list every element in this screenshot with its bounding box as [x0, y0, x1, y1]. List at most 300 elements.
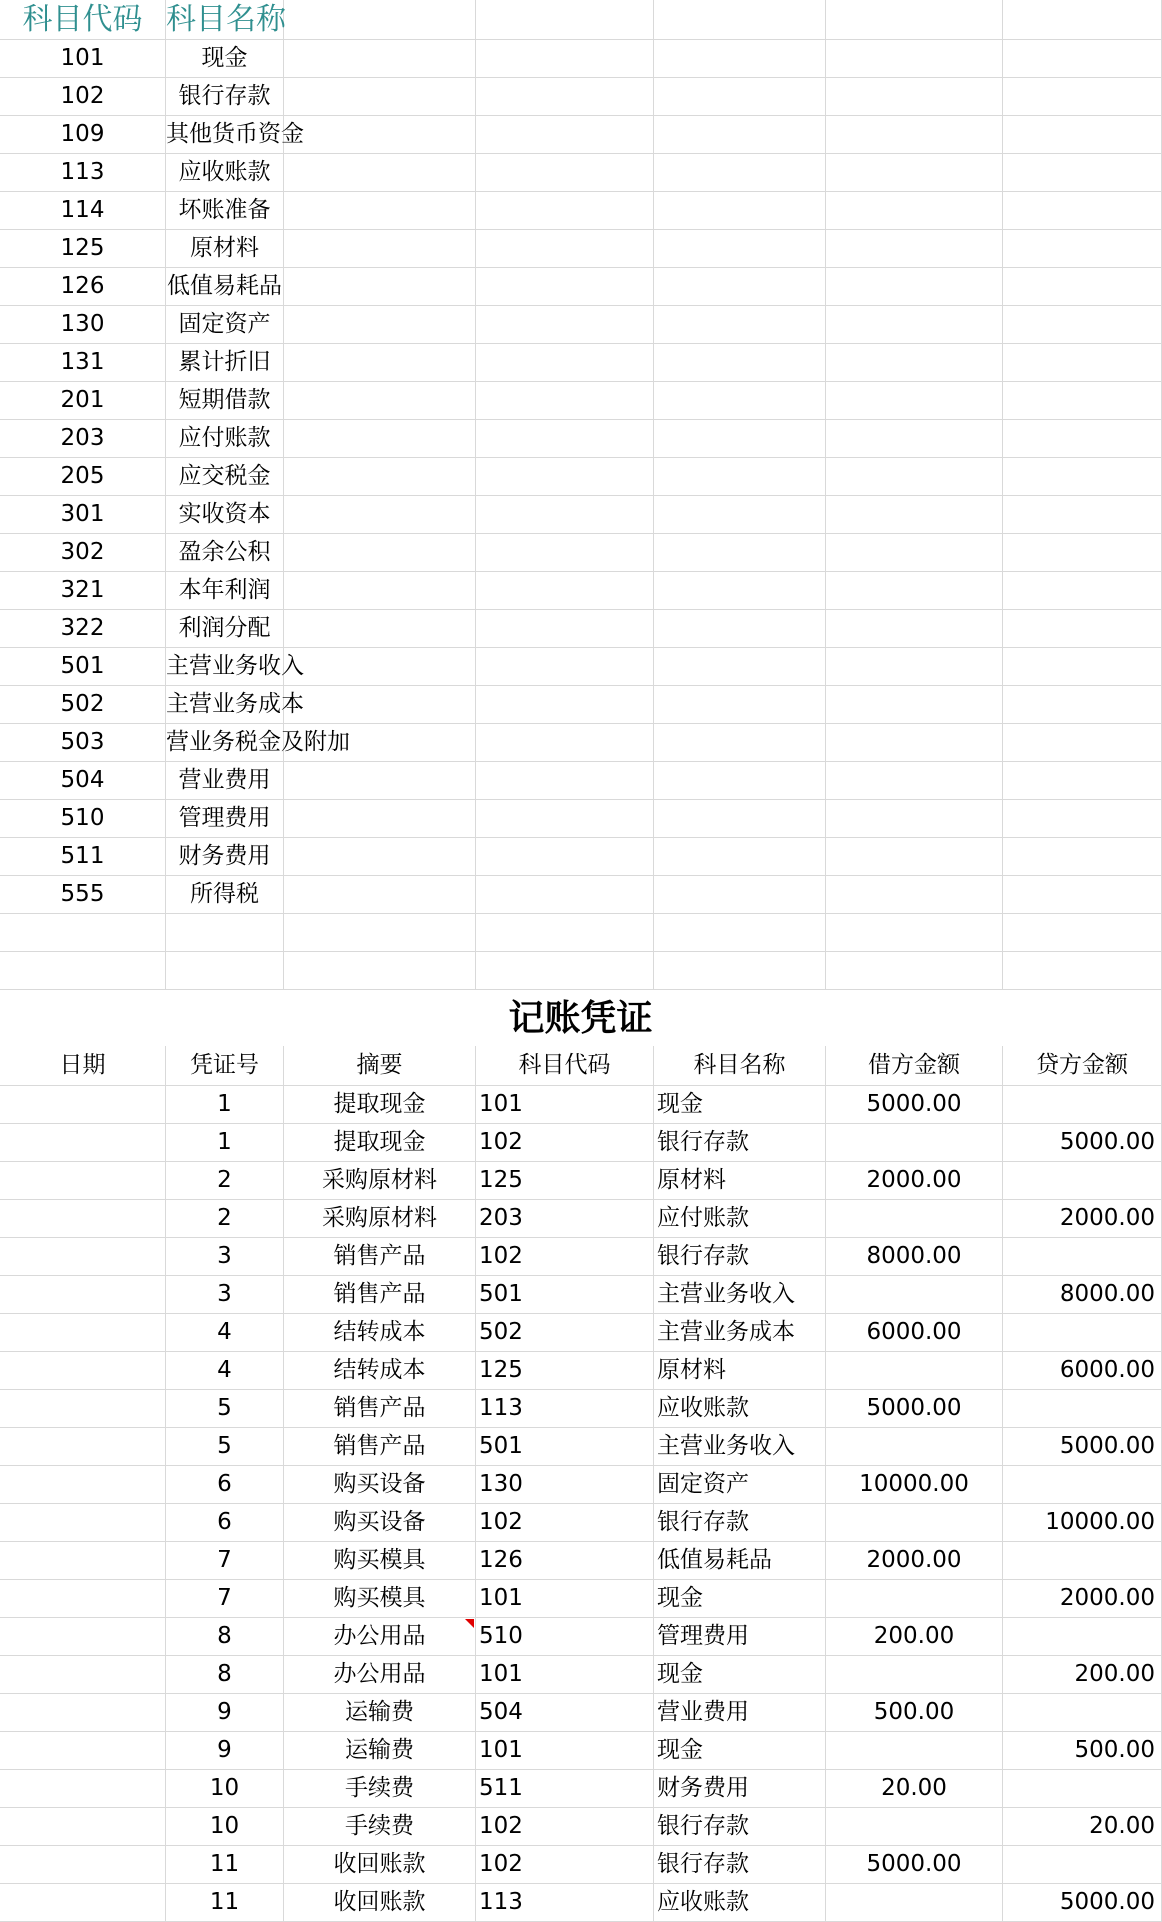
- account-name-cell[interactable]: [166, 724, 350, 762]
- account-code-cell[interactable]: [0, 192, 166, 230]
- voucher-debit-cell[interactable]: [826, 1732, 1003, 1770]
- voucher-code-cell[interactable]: [476, 1466, 654, 1504]
- empty-cell[interactable]: [284, 116, 476, 154]
- empty-cell[interactable]: [826, 382, 1003, 420]
- empty-cell[interactable]: [284, 420, 476, 458]
- voucher-date-cell[interactable]: [0, 1314, 166, 1352]
- account-code-cell[interactable]: [0, 572, 166, 610]
- account-name-cell[interactable]: [166, 838, 284, 876]
- account-code-cell[interactable]: [0, 686, 166, 724]
- empty-cell[interactable]: [284, 306, 476, 344]
- account-name-cell[interactable]: [166, 800, 284, 838]
- empty-cell[interactable]: [284, 78, 476, 116]
- voucher-name-cell[interactable]: [654, 1618, 826, 1656]
- voucher-credit-cell[interactable]: [1003, 1314, 1162, 1352]
- voucher-summary-cell[interactable]: [284, 1314, 476, 1352]
- empty-cell[interactable]: [284, 724, 476, 762]
- empty-cell[interactable]: [826, 116, 1003, 154]
- voucher-summary-cell[interactable]: [284, 1770, 476, 1808]
- voucher-summary-cell[interactable]: [284, 1732, 476, 1770]
- voucher-code-cell[interactable]: [476, 1504, 654, 1542]
- empty-cell[interactable]: [476, 952, 654, 990]
- voucher-no-cell[interactable]: [166, 1618, 284, 1656]
- voucher-debit-cell[interactable]: [826, 1770, 1003, 1808]
- empty-cell[interactable]: [284, 914, 476, 952]
- voucher-header-debit[interactable]: [826, 1046, 1003, 1086]
- account-code-cell[interactable]: [0, 876, 166, 914]
- account-code-cell[interactable]: [0, 382, 166, 420]
- voucher-summary-cell[interactable]: [284, 1694, 476, 1732]
- empty-cell[interactable]: [1003, 230, 1162, 268]
- voucher-code-cell[interactable]: [476, 1276, 654, 1314]
- empty-cell[interactable]: [654, 914, 826, 952]
- empty-cell[interactable]: [654, 724, 826, 762]
- voucher-code-cell[interactable]: [476, 1732, 654, 1770]
- empty-cell[interactable]: [284, 268, 476, 306]
- empty-cell[interactable]: [476, 344, 654, 382]
- account-code-cell[interactable]: [0, 610, 166, 648]
- empty-cell[interactable]: [654, 800, 826, 838]
- voucher-debit-cell[interactable]: [826, 1656, 1003, 1694]
- voucher-debit-cell[interactable]: [826, 1428, 1003, 1466]
- empty-cell[interactable]: [654, 762, 826, 800]
- empty-cell[interactable]: [1003, 192, 1162, 230]
- empty-cell[interactable]: [476, 116, 654, 154]
- empty-cell[interactable]: [1003, 382, 1162, 420]
- empty-cell[interactable]: [284, 762, 476, 800]
- empty-cell[interactable]: [1003, 914, 1162, 952]
- account-name-header[interactable]: [166, 0, 284, 40]
- voucher-header-summary[interactable]: [284, 1046, 476, 1086]
- account-code-cell[interactable]: [0, 762, 166, 800]
- voucher-date-cell[interactable]: [0, 1352, 166, 1390]
- voucher-no-cell[interactable]: [166, 1808, 284, 1846]
- empty-cell[interactable]: [0, 952, 166, 990]
- voucher-debit-cell[interactable]: [826, 1200, 1003, 1238]
- voucher-debit-cell[interactable]: [826, 1542, 1003, 1580]
- voucher-credit-cell[interactable]: [1003, 1846, 1162, 1884]
- empty-cell[interactable]: [1003, 40, 1162, 78]
- voucher-code-cell[interactable]: [476, 1390, 654, 1428]
- voucher-summary-cell[interactable]: [284, 1504, 476, 1542]
- voucher-date-cell[interactable]: [0, 1542, 166, 1580]
- voucher-credit-cell[interactable]: [1003, 1808, 1162, 1846]
- voucher-date-cell[interactable]: [0, 1770, 166, 1808]
- voucher-code-cell[interactable]: [476, 1542, 654, 1580]
- empty-cell[interactable]: [654, 78, 826, 116]
- empty-cell[interactable]: [284, 610, 476, 648]
- empty-cell[interactable]: [1003, 496, 1162, 534]
- voucher-header-voucher-no[interactable]: [166, 1046, 284, 1086]
- voucher-name-cell[interactable]: [654, 1732, 826, 1770]
- account-name-cell[interactable]: [166, 686, 304, 724]
- voucher-name-cell[interactable]: [654, 1276, 826, 1314]
- empty-cell[interactable]: [476, 724, 654, 762]
- voucher-name-cell[interactable]: [654, 1352, 826, 1390]
- empty-cell[interactable]: [654, 192, 826, 230]
- voucher-name-cell[interactable]: [654, 1086, 826, 1124]
- empty-cell[interactable]: [1003, 78, 1162, 116]
- empty-cell[interactable]: [1003, 610, 1162, 648]
- account-name-cell[interactable]: [166, 78, 284, 116]
- empty-cell[interactable]: [1003, 838, 1162, 876]
- empty-cell[interactable]: [284, 40, 476, 78]
- voucher-date-cell[interactable]: [0, 1732, 166, 1770]
- voucher-debit-cell[interactable]: [826, 1276, 1003, 1314]
- voucher-code-cell[interactable]: [476, 1808, 654, 1846]
- account-name-cell[interactable]: [166, 192, 284, 230]
- voucher-date-cell[interactable]: [0, 1808, 166, 1846]
- empty-cell[interactable]: [1003, 458, 1162, 496]
- empty-cell[interactable]: [476, 230, 654, 268]
- voucher-credit-cell[interactable]: [1003, 1542, 1162, 1580]
- voucher-debit-cell[interactable]: [826, 1580, 1003, 1618]
- voucher-name-cell[interactable]: [654, 1770, 826, 1808]
- voucher-code-cell[interactable]: [476, 1656, 654, 1694]
- empty-cell[interactable]: [166, 914, 284, 952]
- empty-cell[interactable]: [476, 534, 654, 572]
- account-name-cell[interactable]: [166, 534, 284, 572]
- voucher-date-cell[interactable]: [0, 1884, 166, 1922]
- voucher-summary-cell[interactable]: [284, 1656, 476, 1694]
- empty-cell[interactable]: [1003, 724, 1162, 762]
- voucher-credit-cell[interactable]: [1003, 1504, 1162, 1542]
- voucher-no-cell[interactable]: [166, 1390, 284, 1428]
- voucher-date-cell[interactable]: [0, 1200, 166, 1238]
- voucher-credit-cell[interactable]: [1003, 1276, 1162, 1314]
- voucher-debit-cell[interactable]: [826, 1390, 1003, 1428]
- voucher-date-cell[interactable]: [0, 1086, 166, 1124]
- voucher-name-cell[interactable]: [654, 1428, 826, 1466]
- empty-cell[interactable]: [476, 382, 654, 420]
- empty-cell[interactable]: [1003, 534, 1162, 572]
- empty-cell[interactable]: [826, 192, 1003, 230]
- account-name-cell[interactable]: [166, 154, 284, 192]
- empty-cell[interactable]: [1003, 800, 1162, 838]
- voucher-debit-cell[interactable]: [826, 1466, 1003, 1504]
- empty-cell[interactable]: [284, 800, 476, 838]
- voucher-name-cell[interactable]: [654, 1656, 826, 1694]
- account-code-cell[interactable]: [0, 344, 166, 382]
- account-name-cell[interactable]: [166, 230, 284, 268]
- voucher-summary-cell[interactable]: [284, 1276, 476, 1314]
- voucher-code-cell[interactable]: [476, 1428, 654, 1466]
- empty-cell[interactable]: [284, 838, 476, 876]
- voucher-summary-cell[interactable]: [284, 1808, 476, 1846]
- voucher-no-cell[interactable]: [166, 1352, 284, 1390]
- empty-cell[interactable]: [826, 572, 1003, 610]
- voucher-summary-cell[interactable]: [284, 1390, 476, 1428]
- empty-cell[interactable]: [826, 876, 1003, 914]
- empty-cell[interactable]: [654, 40, 826, 78]
- account-code-cell[interactable]: [0, 800, 166, 838]
- account-name-cell[interactable]: [166, 876, 284, 914]
- voucher-no-cell[interactable]: [166, 1884, 284, 1922]
- empty-cell[interactable]: [826, 78, 1003, 116]
- empty-cell[interactable]: [826, 914, 1003, 952]
- voucher-code-cell[interactable]: [476, 1162, 654, 1200]
- voucher-date-cell[interactable]: [0, 1504, 166, 1542]
- empty-cell[interactable]: [476, 762, 654, 800]
- account-name-cell[interactable]: [166, 648, 304, 686]
- empty-cell[interactable]: [476, 800, 654, 838]
- voucher-no-cell[interactable]: [166, 1770, 284, 1808]
- empty-cell[interactable]: [284, 952, 476, 990]
- empty-cell[interactable]: [1003, 0, 1162, 40]
- voucher-code-cell[interactable]: [476, 1618, 654, 1656]
- empty-cell[interactable]: [654, 382, 826, 420]
- voucher-summary-cell[interactable]: [284, 1124, 476, 1162]
- empty-cell[interactable]: [654, 458, 826, 496]
- voucher-credit-cell[interactable]: [1003, 1086, 1162, 1124]
- voucher-name-cell[interactable]: [654, 1694, 826, 1732]
- empty-cell[interactable]: [654, 952, 826, 990]
- empty-cell[interactable]: [654, 876, 826, 914]
- empty-cell[interactable]: [284, 876, 476, 914]
- voucher-code-cell[interactable]: [476, 1200, 654, 1238]
- empty-cell[interactable]: [476, 496, 654, 534]
- empty-cell[interactable]: [476, 610, 654, 648]
- voucher-summary-cell[interactable]: [284, 1846, 476, 1884]
- empty-cell[interactable]: [654, 306, 826, 344]
- voucher-code-cell[interactable]: [476, 1884, 654, 1922]
- voucher-code-cell[interactable]: [476, 1846, 654, 1884]
- voucher-debit-cell[interactable]: [826, 1694, 1003, 1732]
- empty-cell[interactable]: [654, 230, 826, 268]
- voucher-credit-cell[interactable]: [1003, 1466, 1162, 1504]
- empty-cell[interactable]: [476, 572, 654, 610]
- empty-cell[interactable]: [284, 458, 476, 496]
- account-name-cell[interactable]: [166, 458, 284, 496]
- voucher-no-cell[interactable]: [166, 1238, 284, 1276]
- empty-cell[interactable]: [654, 838, 826, 876]
- empty-cell[interactable]: [826, 496, 1003, 534]
- voucher-summary-cell[interactable]: [284, 1542, 476, 1580]
- empty-cell[interactable]: [284, 686, 476, 724]
- voucher-credit-cell[interactable]: [1003, 1200, 1162, 1238]
- empty-cell[interactable]: [1003, 344, 1162, 382]
- voucher-date-cell[interactable]: [0, 1694, 166, 1732]
- voucher-code-cell[interactable]: [476, 1314, 654, 1352]
- empty-cell[interactable]: [654, 344, 826, 382]
- voucher-no-cell[interactable]: [166, 1732, 284, 1770]
- empty-cell[interactable]: [654, 420, 826, 458]
- voucher-summary-cell[interactable]: [284, 1352, 476, 1390]
- empty-cell[interactable]: [826, 762, 1003, 800]
- voucher-date-cell[interactable]: [0, 1466, 166, 1504]
- voucher-no-cell[interactable]: [166, 1580, 284, 1618]
- empty-cell[interactable]: [1003, 420, 1162, 458]
- voucher-debit-cell[interactable]: [826, 1314, 1003, 1352]
- empty-cell[interactable]: [284, 230, 476, 268]
- voucher-credit-cell[interactable]: [1003, 1694, 1162, 1732]
- voucher-name-cell[interactable]: [654, 1314, 826, 1352]
- voucher-summary-cell[interactable]: [284, 1200, 476, 1238]
- account-code-cell[interactable]: [0, 268, 166, 306]
- voucher-name-cell[interactable]: [654, 1504, 826, 1542]
- voucher-date-cell[interactable]: [0, 1238, 166, 1276]
- account-name-cell[interactable]: [166, 762, 284, 800]
- account-code-cell[interactable]: [0, 420, 166, 458]
- account-name-cell[interactable]: [166, 344, 284, 382]
- voucher-name-cell[interactable]: [654, 1846, 826, 1884]
- account-code-cell[interactable]: [0, 230, 166, 268]
- voucher-name-cell[interactable]: [654, 1580, 826, 1618]
- voucher-credit-cell[interactable]: [1003, 1238, 1162, 1276]
- empty-cell[interactable]: [826, 648, 1003, 686]
- account-code-cell[interactable]: [0, 458, 166, 496]
- empty-cell[interactable]: [476, 458, 654, 496]
- voucher-code-cell[interactable]: [476, 1580, 654, 1618]
- account-code-cell[interactable]: [0, 116, 166, 154]
- voucher-summary-cell[interactable]: [284, 1618, 476, 1656]
- voucher-debit-cell[interactable]: [826, 1808, 1003, 1846]
- account-name-cell[interactable]: [166, 306, 284, 344]
- empty-cell[interactable]: [654, 610, 826, 648]
- account-code-cell[interactable]: [0, 78, 166, 116]
- voucher-date-cell[interactable]: [0, 1580, 166, 1618]
- voucher-credit-cell[interactable]: [1003, 1732, 1162, 1770]
- account-name-cell[interactable]: [166, 268, 284, 306]
- voucher-summary-cell[interactable]: [284, 1884, 476, 1922]
- empty-cell[interactable]: [476, 420, 654, 458]
- empty-cell[interactable]: [284, 154, 476, 192]
- voucher-date-cell[interactable]: [0, 1390, 166, 1428]
- empty-cell[interactable]: [826, 952, 1003, 990]
- empty-cell[interactable]: [826, 0, 1003, 40]
- empty-cell[interactable]: [476, 306, 654, 344]
- voucher-credit-cell[interactable]: [1003, 1618, 1162, 1656]
- account-name-cell[interactable]: [166, 420, 284, 458]
- empty-cell[interactable]: [826, 458, 1003, 496]
- voucher-header-account-code[interactable]: [476, 1046, 654, 1086]
- voucher-header-date[interactable]: [0, 1046, 166, 1086]
- voucher-credit-cell[interactable]: [1003, 1656, 1162, 1694]
- account-name-cell[interactable]: [166, 572, 284, 610]
- empty-cell[interactable]: [654, 648, 826, 686]
- voucher-summary-cell[interactable]: [284, 1162, 476, 1200]
- account-code-cell[interactable]: [0, 496, 166, 534]
- empty-cell[interactable]: [1003, 762, 1162, 800]
- empty-cell[interactable]: [826, 154, 1003, 192]
- voucher-date-cell[interactable]: [0, 1428, 166, 1466]
- comment-indicator-icon[interactable]: [465, 1619, 474, 1628]
- account-code-cell[interactable]: [0, 724, 166, 762]
- voucher-no-cell[interactable]: [166, 1466, 284, 1504]
- empty-cell[interactable]: [284, 496, 476, 534]
- empty-cell[interactable]: [476, 0, 654, 40]
- empty-cell[interactable]: [654, 572, 826, 610]
- voucher-header-account-name[interactable]: [654, 1046, 826, 1086]
- voucher-name-cell[interactable]: [654, 1124, 826, 1162]
- voucher-code-cell[interactable]: [476, 1124, 654, 1162]
- voucher-code-cell[interactable]: [476, 1238, 654, 1276]
- empty-cell[interactable]: [284, 0, 476, 40]
- voucher-summary-cell[interactable]: [284, 1580, 476, 1618]
- voucher-header-credit[interactable]: [1003, 1046, 1162, 1086]
- empty-cell[interactable]: [476, 40, 654, 78]
- voucher-debit-cell[interactable]: [826, 1884, 1003, 1922]
- empty-cell[interactable]: [826, 230, 1003, 268]
- account-code-cell[interactable]: [0, 534, 166, 572]
- empty-cell[interactable]: [654, 116, 826, 154]
- empty-cell[interactable]: [1003, 306, 1162, 344]
- account-name-cell[interactable]: [166, 496, 284, 534]
- empty-cell[interactable]: [284, 572, 476, 610]
- empty-cell[interactable]: [284, 534, 476, 572]
- empty-cell[interactable]: [654, 0, 826, 40]
- empty-cell[interactable]: [476, 838, 654, 876]
- empty-cell[interactable]: [476, 914, 654, 952]
- voucher-credit-cell[interactable]: [1003, 1124, 1162, 1162]
- voucher-code-cell[interactable]: [476, 1694, 654, 1732]
- account-name-cell[interactable]: [166, 116, 304, 154]
- empty-cell[interactable]: [476, 648, 654, 686]
- voucher-date-cell[interactable]: [0, 1124, 166, 1162]
- account-code-cell[interactable]: [0, 648, 166, 686]
- voucher-no-cell[interactable]: [166, 1694, 284, 1732]
- empty-cell[interactable]: [284, 382, 476, 420]
- account-code-header[interactable]: [0, 0, 166, 40]
- empty-cell[interactable]: [1003, 648, 1162, 686]
- empty-cell[interactable]: [1003, 952, 1162, 990]
- voucher-date-cell[interactable]: [0, 1656, 166, 1694]
- voucher-no-cell[interactable]: [166, 1086, 284, 1124]
- voucher-debit-cell[interactable]: [826, 1618, 1003, 1656]
- empty-cell[interactable]: [284, 344, 476, 382]
- empty-cell[interactable]: [826, 800, 1003, 838]
- empty-cell[interactable]: [654, 686, 826, 724]
- empty-cell[interactable]: [826, 420, 1003, 458]
- empty-cell[interactable]: [826, 344, 1003, 382]
- voucher-summary-cell[interactable]: [284, 1086, 476, 1124]
- voucher-name-cell[interactable]: [654, 1162, 826, 1200]
- voucher-no-cell[interactable]: [166, 1428, 284, 1466]
- voucher-debit-cell[interactable]: [826, 1504, 1003, 1542]
- empty-cell[interactable]: [476, 268, 654, 306]
- account-code-cell[interactable]: [0, 154, 166, 192]
- account-code-cell[interactable]: [0, 306, 166, 344]
- voucher-no-cell[interactable]: [166, 1656, 284, 1694]
- voucher-debit-cell[interactable]: [826, 1238, 1003, 1276]
- empty-cell[interactable]: [1003, 154, 1162, 192]
- voucher-credit-cell[interactable]: [1003, 1428, 1162, 1466]
- voucher-name-cell[interactable]: [654, 1200, 826, 1238]
- voucher-no-cell[interactable]: [166, 1846, 284, 1884]
- voucher-no-cell[interactable]: [166, 1200, 284, 1238]
- account-code-cell[interactable]: [0, 838, 166, 876]
- voucher-name-cell[interactable]: [654, 1884, 826, 1922]
- empty-cell[interactable]: [654, 496, 826, 534]
- account-name-cell[interactable]: [166, 40, 284, 78]
- voucher-date-cell[interactable]: [0, 1276, 166, 1314]
- voucher-date-cell[interactable]: [0, 1618, 166, 1656]
- empty-cell[interactable]: [284, 192, 476, 230]
- voucher-date-cell[interactable]: [0, 1162, 166, 1200]
- empty-cell[interactable]: [476, 876, 654, 914]
- voucher-no-cell[interactable]: [166, 1542, 284, 1580]
- voucher-name-cell[interactable]: [654, 1808, 826, 1846]
- empty-cell[interactable]: [654, 268, 826, 306]
- voucher-name-cell[interactable]: [654, 1390, 826, 1428]
- voucher-debit-cell[interactable]: [826, 1846, 1003, 1884]
- voucher-code-cell[interactable]: [476, 1770, 654, 1808]
- voucher-credit-cell[interactable]: [1003, 1884, 1162, 1922]
- empty-cell[interactable]: [826, 268, 1003, 306]
- voucher-code-cell[interactable]: [476, 1352, 654, 1390]
- voucher-name-cell[interactable]: [654, 1238, 826, 1276]
- voucher-no-cell[interactable]: [166, 1314, 284, 1352]
